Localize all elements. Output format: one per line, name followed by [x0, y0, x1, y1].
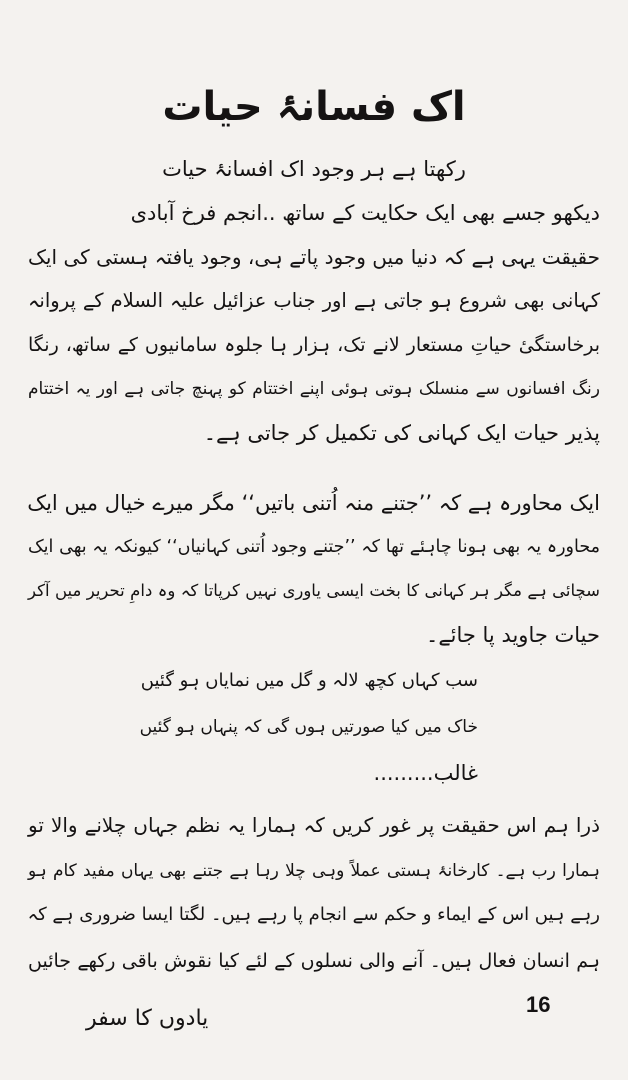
paragraph-3-line: رہے ہیں اس کے ایماء و حکم سے انجام پا رہے ہیں۔ لگتا ایسا ضروری ہے کہ	[27, 904, 600, 925]
verse-line-2: خاک میں کیا صورتیں ہوں گی کہ پنہاں ہو گئیں	[139, 717, 478, 737]
book-title: یادوں کا سفر	[86, 1006, 209, 1031]
paragraph-3-line: ہمارا رب ہے۔ کارخانۂ ہستی عملاً وہی چلا رہا ہے جتنے بھی یہاں مفید کام ہو	[28, 861, 600, 881]
epigraph-line-2: دیکھو جسے بھی ایک حکایت کے ساتھ ..انجم فرخ آبادی	[130, 201, 600, 225]
paragraph-3-line: ذرا ہم اس حقیقت پر غور کریں کہ ہمارا یہ نظم جہاں چلانے والا تو	[28, 813, 600, 837]
paragraph-1-line: برخاستگیٔ حیاتِ مستعار لانے تک، ہزار ہا جلوہ سامانیوں کے ساتھ، رنگا	[28, 334, 600, 356]
paragraph-1-line: پذیر حیات ایک کہانی کی تکمیل کر جاتی ہے۔	[203, 421, 600, 445]
paragraph-2-line: ایک محاورہ ہے کہ ’’جتنے منہ اُتنی باتیں‘‘ مگر میرے خیال میں ایک	[27, 491, 600, 515]
epigraph-line-1: رکھتا ہے ہر وجود اک افسانۂ حیات	[162, 157, 466, 181]
paragraph-3-line: ہم انسان فعال ہیں۔ آنے والی نسلوں کے لئے کیا نقوش باقی رکھے جائیں	[28, 950, 600, 972]
paragraph-2-line: سچائی ہے مگر ہر کہانی کا بخت ایسی یاوری نہیں کرپاتا کہ وہ دامِ تحریر میں آکر	[28, 581, 600, 600]
paragraph-1-line: کہانی بھی شروع ہو جاتی ہے اور جناب عزائیل علیہ السلام کے پروانہ	[28, 289, 600, 312]
paragraph-2-line: حیات جاوید پا جائے۔	[426, 623, 600, 647]
paragraph-2-line: محاورہ یہ بھی ہونا چاہئے تھا کہ ’’جتنے وجود اُتنی کہانیاں‘‘ کیونکہ یہ بھی ایک	[28, 537, 600, 557]
verse-line-1: سب کہاں کچھ لالہ و گل میں نمایاں ہو گئیں	[140, 670, 478, 691]
page-title: اک فسانۂ حیات	[162, 84, 466, 130]
paragraph-1-line: رنگ افسانوں سے منسلک ہوتی ہوئی اپنے اختتام کو پہنچ جاتی ہے اور یہ اختتام	[28, 379, 600, 399]
page-number: 16	[526, 992, 551, 1017]
verse-poet: غالب.........	[373, 761, 478, 785]
paragraph-1-line: حقیقت یہی ہے کہ دنیا میں وجود پاتے ہی، وجود یافتہ ہستی کی ایک	[28, 245, 600, 269]
